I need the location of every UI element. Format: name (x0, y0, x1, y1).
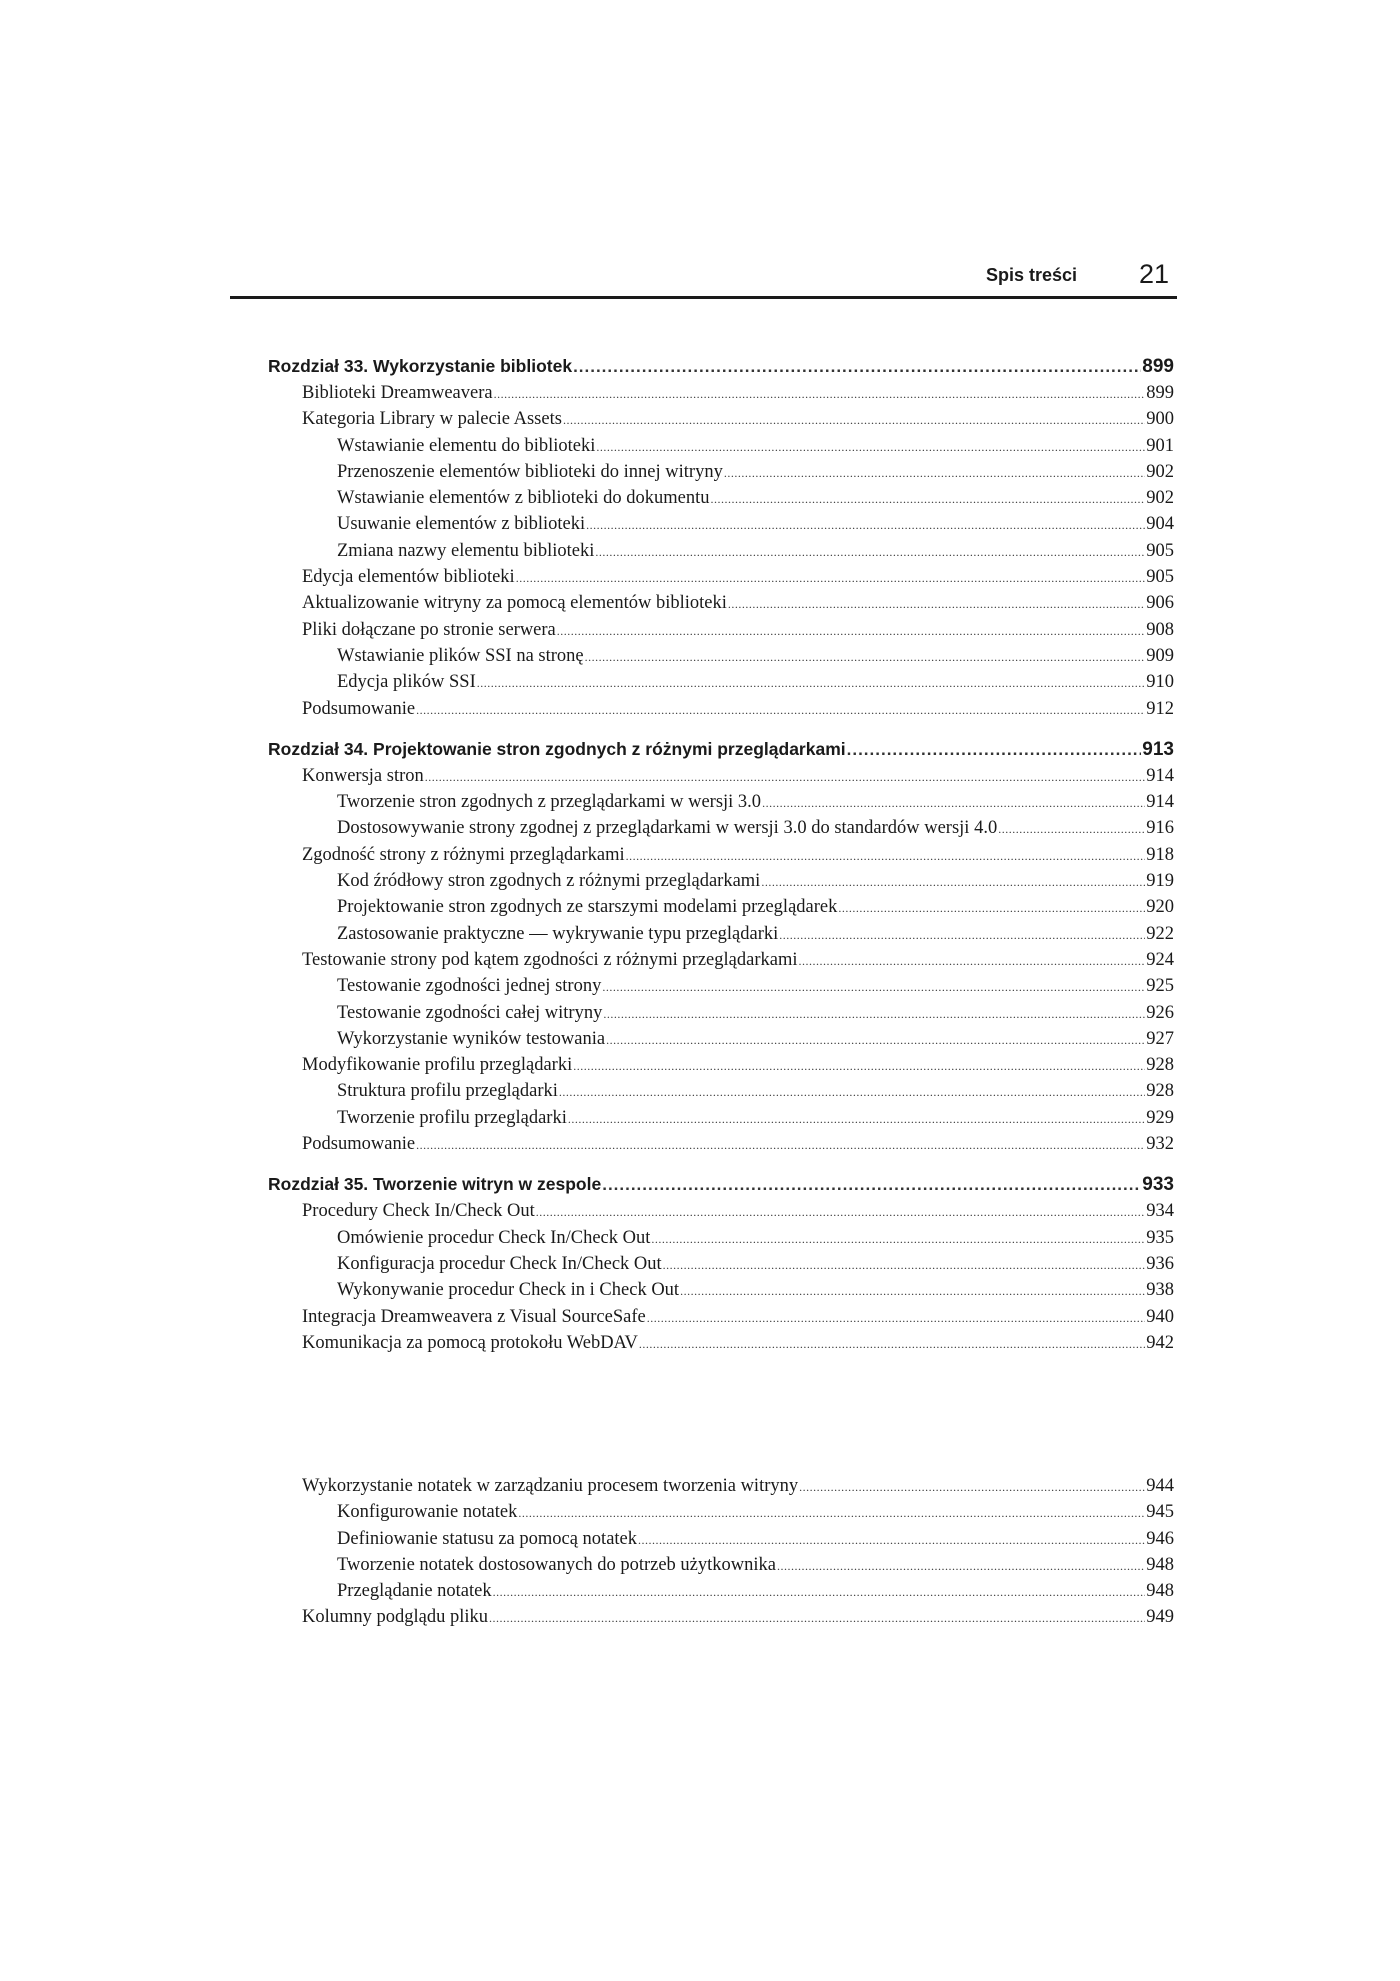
toc-entry[interactable] (268, 1026, 1174, 1052)
toc-entry-page: 932 (1146, 1134, 1174, 1155)
dot-leader (559, 1078, 1145, 1105)
toc-entry-page: 909 (1146, 645, 1174, 666)
toc-entry[interactable] (268, 511, 1174, 537)
dot-leader (568, 1105, 1145, 1132)
toc-entry-page: 929 (1146, 1107, 1174, 1128)
dot-leader (416, 696, 1145, 723)
dot-leader (606, 1026, 1145, 1053)
toc-entry-page: 924 (1146, 949, 1174, 970)
toc-entry-label: Integracja Dreamweavera z Visual SourceSafe (302, 1306, 646, 1327)
toc-entry[interactable] (268, 1000, 1174, 1026)
toc-entry-label: Struktura profilu przeglądarki (337, 1081, 558, 1102)
toc-entry-page: 902 (1146, 488, 1174, 509)
toc-entry-label: Procedury Check In/Check Out (302, 1201, 535, 1222)
chapter-heading-label: Rozdział 34. Projektowanie stron zgodnych z różnymi przeglądarkami (268, 738, 846, 759)
toc-entry-label: Tworzenie stron zgodnych z przeglądarkami w wersji 3.0 (337, 792, 762, 813)
toc-entry-page: 912 (1146, 698, 1174, 719)
dot-leader (596, 433, 1145, 460)
toc-entry[interactable] (268, 590, 1174, 616)
toc-entry-page: 922 (1146, 923, 1174, 944)
toc-entry[interactable] (268, 1473, 1174, 1499)
chapter-heading-page: 913 (1142, 738, 1174, 760)
toc-entry[interactable] (268, 1251, 1174, 1277)
toc-entry-page: 926 (1146, 1002, 1174, 1023)
toc-entry-label: Konfigurowanie notatek (337, 1502, 518, 1523)
toc-entry-page: 920 (1146, 897, 1174, 918)
toc-entry-label: Wstawianie plików SSI na stronę (337, 645, 584, 666)
dot-leader (651, 1225, 1145, 1252)
toc-entry-label: Kategoria Library w palecie Assets (302, 409, 562, 430)
toc-entry-label: Konwersja stron (302, 765, 424, 786)
dot-leader (779, 921, 1145, 948)
toc-entry[interactable] (268, 380, 1174, 406)
table-of-contents (268, 352, 1174, 1369)
dot-leader (638, 1526, 1145, 1553)
toc-entry[interactable] (268, 669, 1174, 695)
toc-entry[interactable] (268, 485, 1174, 511)
toc-entry-page: 925 (1146, 976, 1174, 997)
toc-entry-page: 919 (1146, 871, 1174, 892)
toc-entry-label: Wstawianie elementów z biblioteki do dokumentu (337, 488, 710, 509)
table-of-contents-continued (268, 1473, 1174, 1631)
toc-entry-page: 935 (1146, 1227, 1174, 1248)
toc-entry-page: 936 (1146, 1253, 1174, 1274)
toc-entry-label: Tworzenie profilu przeglądarki (337, 1107, 567, 1128)
toc-entry-page: 908 (1146, 619, 1174, 640)
toc-entry-page: 902 (1146, 461, 1174, 482)
dot-leader (493, 1578, 1146, 1605)
chapter-heading[interactable] (268, 735, 1174, 763)
toc-entry-page: 946 (1146, 1528, 1174, 1549)
toc-entry-page: 918 (1146, 844, 1174, 865)
toc-entry-page: 901 (1146, 435, 1174, 456)
dot-leader (998, 815, 1145, 842)
dot-leader (489, 1604, 1145, 1631)
toc-entry[interactable] (268, 1604, 1174, 1630)
page-number: 21 (1138, 259, 1169, 289)
dot-leader (516, 564, 1146, 591)
toc-entry-page: 928 (1146, 1055, 1174, 1076)
chapter-heading[interactable] (268, 1170, 1174, 1198)
toc-entry-label: Projektowanie stron zgodnych ze starszymi modelami przeglądarek (337, 897, 838, 918)
toc-entry[interactable] (268, 842, 1174, 868)
toc-entry[interactable] (268, 459, 1174, 485)
toc-entry-page: 899 (1146, 383, 1174, 403)
dot-leader (425, 763, 1145, 790)
chapter-section (268, 352, 1174, 722)
toc-entry-label: Podsumowanie (302, 698, 416, 719)
toc-entry[interactable] (268, 894, 1174, 920)
toc-entry-page: 914 (1146, 792, 1174, 813)
dot-leader (626, 842, 1146, 869)
chapter-heading[interactable] (268, 352, 1174, 380)
toc-entry[interactable] (268, 763, 1174, 789)
toc-entry[interactable] (268, 643, 1174, 669)
dot-leader (663, 1251, 1146, 1278)
dot-leader (603, 1000, 1145, 1027)
chapter-heading-page: 899 (1142, 356, 1174, 377)
toc-entry-label: Omówienie procedur Check In/Check Out (337, 1227, 651, 1248)
dot-leader (761, 868, 1145, 895)
toc-entry-label: Konfiguracja procedur Check In/Check Out (337, 1253, 662, 1274)
toc-entry-page: 928 (1146, 1081, 1174, 1102)
toc-entry-label: Testowanie strony pod kątem zgodności z różnymi przeglądarkami (302, 949, 798, 970)
dot-leader (416, 1131, 1145, 1158)
toc-entry-page: 914 (1146, 765, 1174, 786)
toc-entry-label: Wstawianie elementu do biblioteki (337, 435, 596, 456)
toc-entry-label: Definiowanie statusu za pomocą notatek (337, 1528, 638, 1549)
chapter-section (268, 1170, 1174, 1356)
dot-leader (639, 1330, 1145, 1357)
toc-entry-page: 900 (1146, 409, 1174, 430)
toc-entry-page: 910 (1146, 672, 1174, 693)
toc-entry[interactable] (268, 1552, 1174, 1578)
toc-entry-page: 948 (1146, 1554, 1174, 1575)
dot-leader (798, 947, 1145, 974)
toc-entry-page: 934 (1146, 1201, 1174, 1222)
dot-leader (602, 973, 1145, 1000)
toc-entry-page: 949 (1146, 1607, 1174, 1628)
dot-leader (518, 1499, 1145, 1526)
dot-leader (477, 669, 1146, 696)
dot-leader (586, 511, 1145, 538)
page-header (230, 254, 1177, 299)
toc-entry-label: Wykorzystanie wyników testowania (337, 1028, 606, 1049)
toc-entry-label: Dostosowywanie strony zgodnej z przeglądarkami w wersji 3.0 do standardów wersji 4.0 (337, 818, 998, 839)
toc-entry-label: Zmiana nazwy elementu biblioteki (337, 540, 595, 561)
dot-leader (602, 1170, 1141, 1199)
chapter-section (268, 735, 1174, 1157)
toc-entry-label: Pliki dołączane po stronie serwera (302, 619, 556, 640)
toc-entry-page: 906 (1146, 593, 1174, 614)
toc-entry[interactable] (268, 564, 1174, 590)
toc-entry[interactable] (268, 406, 1174, 432)
dot-leader (710, 485, 1145, 512)
toc-entry-label: Komunikacja za pomocą protokołu WebDAV (302, 1332, 638, 1353)
toc-entry[interactable] (268, 1277, 1174, 1303)
dot-leader (585, 643, 1146, 670)
toc-entry-label: Kolumny podglądu pliku (302, 1607, 489, 1628)
toc-entry-page: 927 (1146, 1028, 1174, 1049)
toc-entry[interactable] (268, 921, 1174, 947)
toc-entry[interactable] (268, 789, 1174, 815)
header-title: Spis treści (985, 265, 1077, 285)
toc-entry-page: 945 (1146, 1502, 1174, 1523)
toc-entry-page: 916 (1146, 818, 1174, 839)
toc-entry-label: Biblioteki Dreamweavera (302, 383, 493, 403)
toc-entry[interactable] (268, 1078, 1174, 1104)
toc-entry[interactable] (268, 973, 1174, 999)
dot-leader (799, 1473, 1145, 1500)
toc-entry-page: 904 (1146, 514, 1174, 535)
toc-entry[interactable] (268, 433, 1174, 459)
toc-entry-label: Kod źródłowy stron zgodnych z różnymi przeglądarkami (337, 871, 761, 892)
toc-entry-label: Zastosowanie praktyczne — wykrywanie typu przeglądarki (337, 923, 779, 944)
toc-entry-page: 905 (1146, 567, 1174, 588)
toc-entry[interactable] (268, 1499, 1174, 1525)
toc-entry-label: Wykorzystanie notatek w zarządzaniu procesem tworzenia witryny (302, 1476, 799, 1496)
toc-entry-page: 905 (1146, 540, 1174, 561)
toc-entry-label: Testowanie zgodności całej witryny (337, 1002, 603, 1023)
toc-entry-label: Edycja plików SSI (337, 672, 476, 693)
dot-leader (762, 789, 1145, 816)
toc-entry[interactable] (268, 617, 1174, 643)
toc-entry-label: Zgodność strony z różnymi przeglądarkami (302, 844, 625, 865)
toc-entry-label: Edycja elementów biblioteki (302, 567, 515, 588)
toc-entry[interactable] (268, 1105, 1174, 1131)
toc-entry-label: Tworzenie notatek dostosowanych do potrzeb użytkownika (337, 1554, 776, 1575)
dot-leader (494, 380, 1146, 407)
toc-entry[interactable] (268, 1198, 1174, 1224)
dot-leader (595, 538, 1145, 565)
toc-entry-label: Usuwanie elementów z biblioteki (337, 514, 586, 535)
dot-leader (573, 352, 1141, 381)
toc-entry-label: Modyfikowanie profilu przeglądarki (302, 1055, 573, 1076)
toc-entry-label: Testowanie zgodności jednej strony (337, 976, 602, 997)
dot-leader (777, 1552, 1145, 1579)
toc-entry[interactable] (268, 696, 1174, 722)
dot-leader (536, 1198, 1146, 1225)
toc-entry[interactable] (268, 1225, 1174, 1251)
dot-leader (838, 894, 1145, 921)
dot-leader (563, 406, 1145, 433)
toc-entry[interactable] (268, 1578, 1174, 1604)
toc-entry-page: 948 (1146, 1581, 1174, 1602)
toc-entry-page: 944 (1146, 1476, 1174, 1496)
toc-entry[interactable] (268, 1526, 1174, 1552)
dot-leader (647, 1304, 1146, 1331)
toc-entry[interactable] (268, 1304, 1174, 1330)
toc-entry[interactable] (268, 538, 1174, 564)
toc-entry[interactable] (268, 947, 1174, 973)
toc-entry-label: Aktualizowanie witryny za pomocą elementów biblioteki (302, 593, 727, 614)
toc-entry-label: Przenoszenie elementów biblioteki do innej witryny (337, 461, 723, 482)
dot-leader (847, 735, 1142, 764)
dot-leader (728, 590, 1145, 617)
dot-leader (680, 1277, 1145, 1304)
toc-entry-label: Podsumowanie (302, 1134, 416, 1155)
toc-entry[interactable] (268, 868, 1174, 894)
chapter-heading-label: Rozdział 33. Wykorzystanie bibliotek (268, 356, 573, 376)
toc-entry-label: Wykonywanie procedur Check in i Check Out (337, 1280, 680, 1301)
toc-entry[interactable] (268, 1052, 1174, 1078)
dot-leader (573, 1052, 1145, 1079)
chapter-heading-page: 933 (1142, 1174, 1174, 1196)
toc-entry-page: 942 (1146, 1332, 1174, 1353)
toc-entry-page: 940 (1146, 1306, 1174, 1327)
toc-entry[interactable] (268, 815, 1174, 841)
toc-entry-page: 938 (1146, 1280, 1174, 1301)
dot-leader (724, 459, 1145, 486)
toc-entry-label: Przeglądanie notatek (337, 1581, 492, 1602)
chapter-heading-label: Rozdział 35. Tworzenie witryn w zespole (268, 1174, 602, 1195)
dot-leader (557, 617, 1145, 644)
toc-entry[interactable] (268, 1131, 1174, 1157)
toc-entry[interactable] (268, 1330, 1174, 1356)
